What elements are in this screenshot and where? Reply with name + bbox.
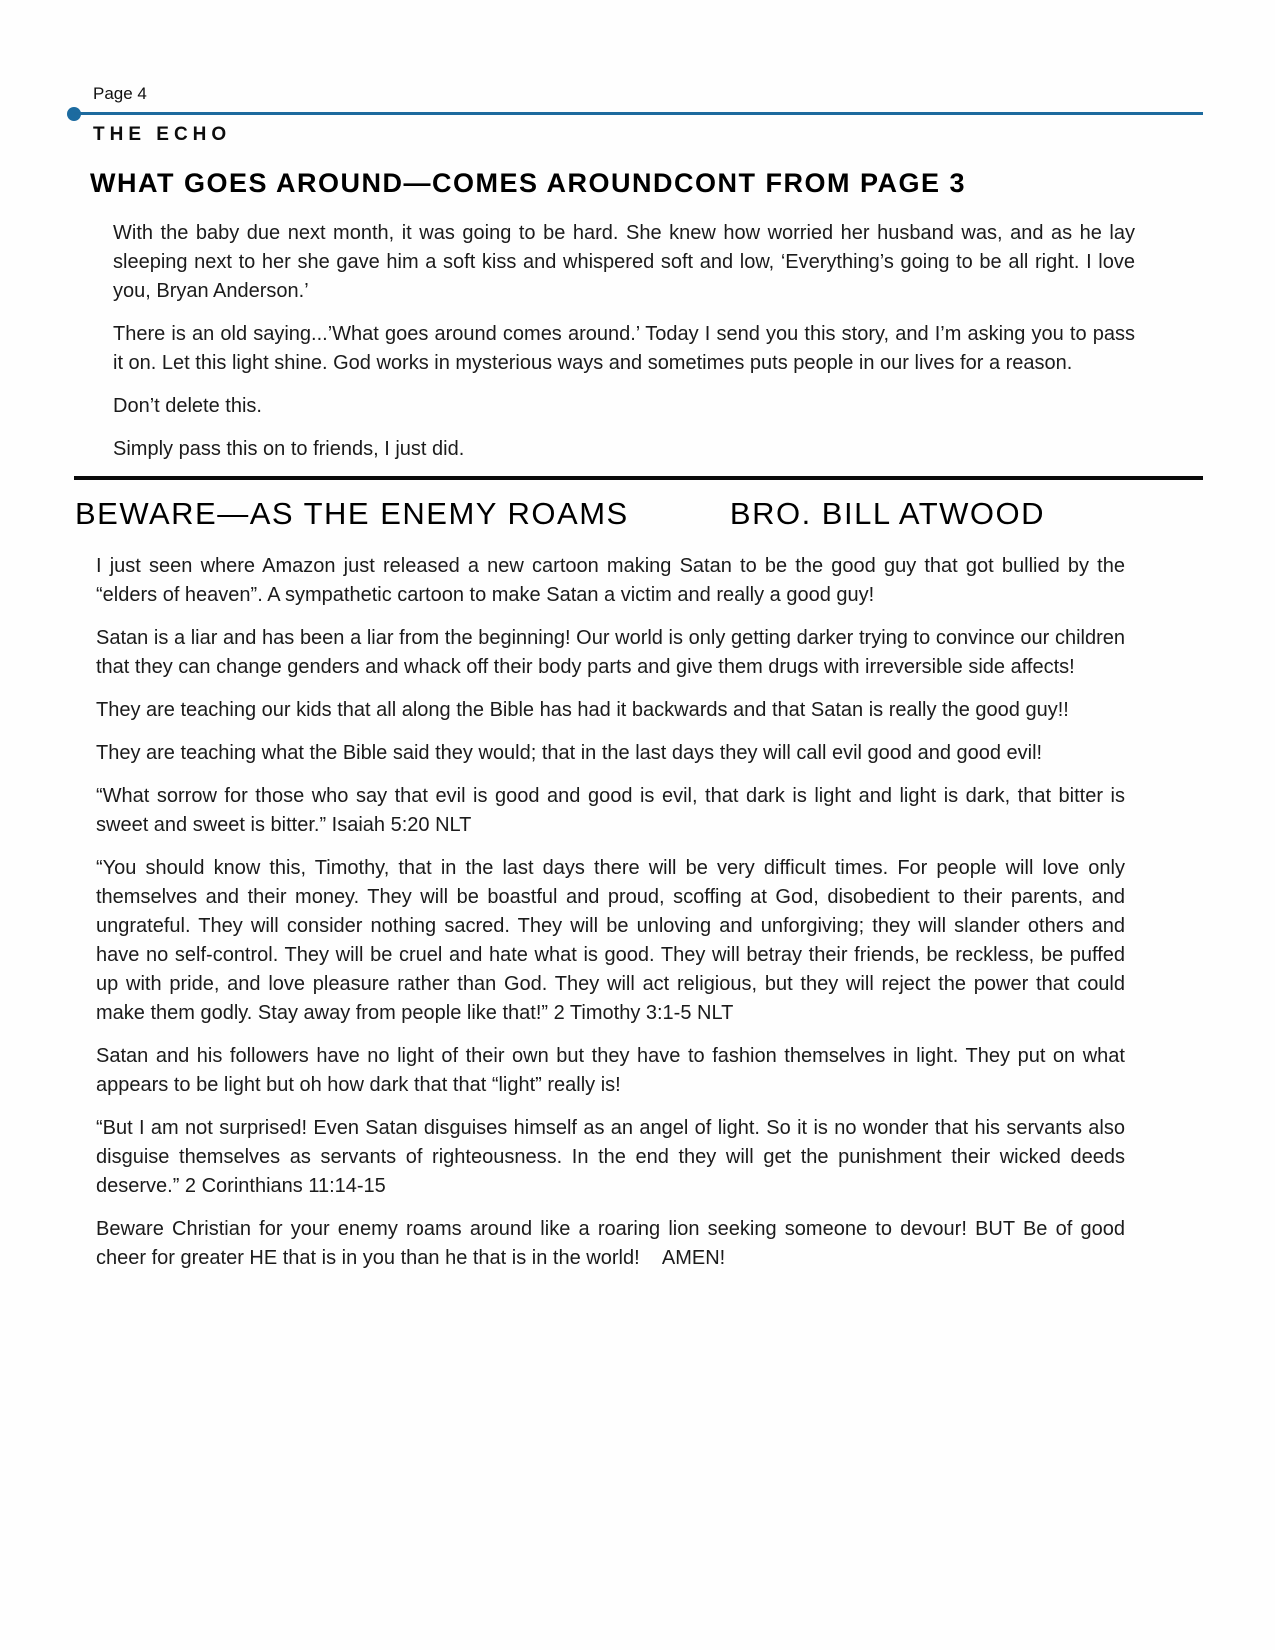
paragraph: “What sorrow for those who say that evil is good and good is evil, that dark is light and light is dark, that bitter is sweet and sweet is bitter.” Isaiah 5:20 NLT	[96, 785, 1125, 836]
section-divider	[74, 476, 1203, 480]
article2-heading-row	[0, 496, 1275, 532]
masthead-title: THE ECHO	[93, 124, 232, 145]
header-rule	[74, 112, 1203, 115]
article2-body	[0, 552, 1275, 1273]
paragraph: They are teaching our kids that all along the Bible has had it backwards and that Satan is really the good guy!!	[96, 699, 1069, 721]
paragraph: Don’t delete this.	[113, 395, 262, 417]
paragraph: With the baby due next month, it was going to be hard. She knew how worried her husband was, and as he lay sleeping next to her she gave him a soft kiss and whispered soft and low, ‘Everything’s going to be all right. I love you, Bryan Anderson.’	[113, 222, 1135, 302]
paragraph: “You should know this, Timothy, that in the last days there will be very difficult times. For people will love only themselves and their money. They will be boastful and proud, scoffing at God, disobedient to their parents, and ungrateful. They will consider nothing sacred. They will be unloving and unforgiving; they will slander others and have no self-control. They will be cruel and hate what is good. They will betray their friends, be reckless, be puffed up with pride, and love pleasure rather than God. They will act religious, but they will reject the power that could make them godly. Stay away from people like that!” 2 Timothy 3:1-5 NLT	[96, 857, 1125, 1024]
paragraph: Satan and his followers have no light of their own but they have to fashion themselves in light. They put on what appears to be light but oh how dark that that “light” really is!	[96, 1045, 1125, 1096]
article2-title: BEWARE—AS THE ENEMY ROAMS	[75, 496, 629, 531]
paragraph: They are teaching what the Bible said they would; that in the last days they will call evil good and good evil!	[96, 742, 1043, 764]
article1-title: WHAT GOES AROUND—COMES AROUND	[90, 168, 674, 198]
article2-byline: BRO. BILL ATWOOD	[729, 496, 1045, 531]
paragraph: Satan is a liar and has been a liar from the beginning! Our world is only getting darker trying to convince our children that they can change genders and whack off their body parts and give them drugs with irreversible side affects!	[96, 627, 1125, 678]
paragraph: There is an old saying...’What goes around comes around.’ Today I send you this story, and I’m asking you to pass it on. Let this light shine. God works in mysterious ways and sometimes puts people in our lives for a reason.	[113, 323, 1135, 374]
paragraph: I just seen where Amazon just released a new cartoon making Satan to be the good guy that got bullied by the “elders of heaven”. A sympathetic cartoon to make Satan a victim and really a good guy!	[96, 555, 1125, 606]
page-number: Page 4	[93, 84, 147, 103]
paragraph: “But I am not surprised! Even Satan disguises himself as an angel of light. So it is no wonder that his servants also disguise themselves as servants of righteousness. In the end they will get the punishment their wicked deeds deserve.” 2 Corinthians 11:14-15	[96, 1117, 1125, 1197]
article1-body	[0, 219, 1275, 464]
article1-heading-row	[0, 168, 1275, 199]
paragraph: Beware Christian for your enemy roams around like a roaring lion seeking someone to devour! BUT Be of good cheer for greater HE that is in you than he that is in the world! AMEN!	[96, 1218, 1125, 1269]
page-content	[0, 160, 1275, 1273]
paragraph: Simply pass this on to friends, I just did.	[113, 438, 465, 460]
article1-continuation-note: CONT FROM PAGE 3	[674, 168, 967, 198]
